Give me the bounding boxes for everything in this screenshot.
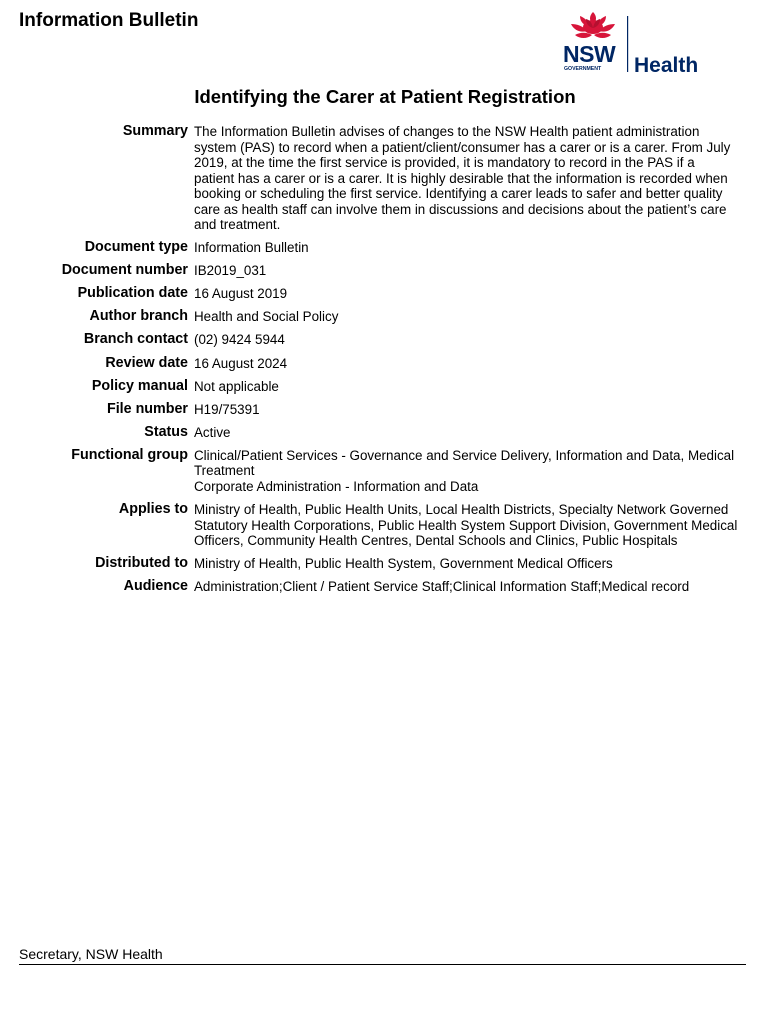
logo-wordmark: NSW [563, 41, 616, 67]
author-branch-value: Health and Social Policy [194, 309, 339, 325]
branch-contact-value: (02) 9424 5944 [194, 332, 285, 348]
document-type-heading: Information Bulletin [19, 10, 199, 31]
document-type-label: Document type [84, 239, 188, 256]
applies-to-row [0, 502, 770, 556]
applies-to-label: Applies to [118, 501, 188, 518]
audience-row [0, 579, 770, 602]
audience-value: Administration;Client / Patient Service Staff;Clinical Information Staff;Medical record [194, 579, 690, 595]
functional-group-row [0, 448, 770, 502]
branch-contact-row [0, 332, 770, 355]
status-value: Active [194, 424, 231, 440]
waratah-flower-icon [571, 12, 615, 38]
author-branch-label: Author branch [89, 308, 188, 325]
publication-date-row [0, 286, 770, 309]
nsw-health-logo [562, 10, 712, 76]
distributed-to-row [0, 556, 770, 579]
policy-manual-value: Not applicable [194, 378, 279, 394]
file-number-label: File number [106, 400, 188, 417]
functional-group-line: Clinical/Patient Services - Governance and Service Delivery, Information and Data, Medical Treatment [194, 447, 735, 479]
document-type-row [0, 240, 770, 263]
policy-manual-row [0, 379, 770, 402]
file-number-row [0, 402, 770, 425]
functional-group-line: Corporate Administration - Information and Data [194, 478, 479, 494]
policy-manual-label: Policy manual [91, 377, 188, 394]
summary-text: The Information Bulletin advises of changes to the NSW Health patient administration system (PAS) to record when a patient/client/consumer has a carer or is a carer. From July 2019, at the time the first service is provided, it is mandatory to record in the PAS if a patient has a carer or is a carer. It is highly desirable that the information is recorded when booking or scheduling the first service. Identifying a carer leads to safer and better quality care as health staff can involve them in discussions and decisions about the patient’s care and treatment. [194, 124, 731, 232]
status-label: Status [144, 423, 188, 440]
footer-signature: Secretary, NSW Health [19, 946, 163, 962]
branch-contact-label: Branch contact [83, 331, 188, 348]
applies-to-value: Ministry of Health, Public Health Units, Local Health Districts, Specialty Network Governed Statutory Health Corporations, Public Health System Support Division, Government Medical Officers, Community Health Centres, Dental Schools and Clinics, Public Hospitals [194, 502, 738, 549]
audience-label: Audience [123, 578, 188, 595]
review-date-value: 16 August 2024 [194, 355, 288, 371]
logo-government-text: GOVERNMENT [564, 66, 602, 72]
footer-divider [19, 964, 746, 965]
functional-group-label: Functional group [71, 446, 188, 463]
logo-divider [627, 16, 628, 72]
file-number-value: H19/75391 [194, 401, 260, 417]
review-date-label: Review date [105, 354, 188, 371]
summary-value [194, 124, 770, 240]
review-date-row [0, 356, 770, 379]
publication-date-label: Publication date [77, 285, 188, 302]
status-row [0, 425, 770, 448]
author-branch-row [0, 309, 770, 332]
document-number-value: IB2019_031 [194, 263, 267, 279]
summary-label: Summary [122, 123, 188, 139]
document-type-value: Information Bulletin [194, 240, 309, 256]
distributed-to-label: Distributed to [95, 555, 188, 572]
document-metadata-table [0, 124, 770, 602]
document-number-label: Document number [61, 262, 188, 279]
logo-agency-text: Health [634, 54, 699, 76]
summary-row [0, 124, 770, 240]
distributed-to-value: Ministry of Health, Public Health System, Government Medical Officers [194, 556, 613, 572]
publication-date-value: 16 August 2019 [194, 286, 288, 302]
document-number-row [0, 263, 770, 286]
functional-group-value [194, 448, 770, 502]
document-title: Identifying the Carer at Patient Registration [194, 86, 576, 107]
